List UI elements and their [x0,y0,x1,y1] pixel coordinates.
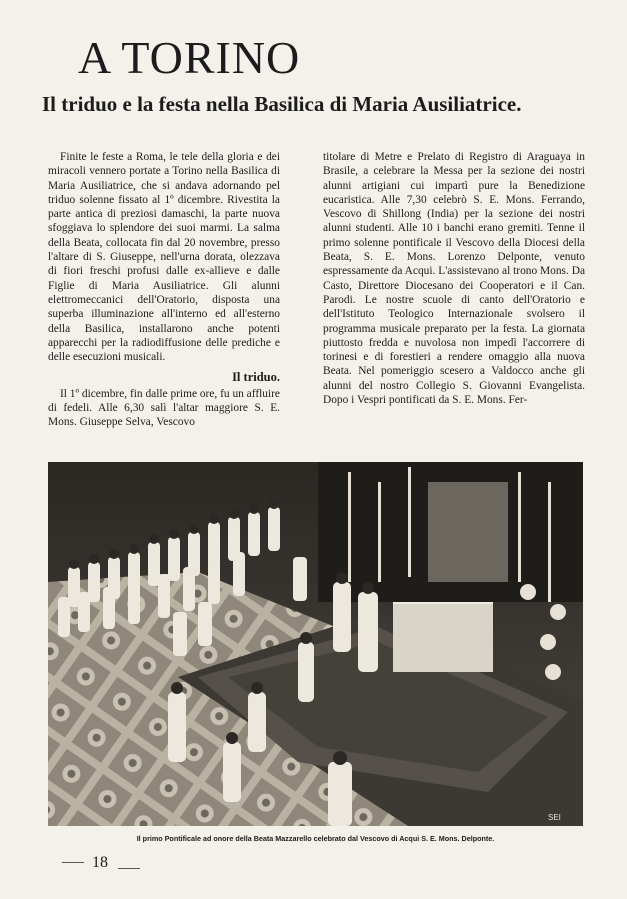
basilica-photo-illustration [48,462,583,826]
photo-watermark: SEI [548,813,561,822]
basilica-photo [48,462,583,826]
footer-dash-left [62,862,84,863]
photo-caption: Il primo Pontificale ad onore della Beata Mazzarello celebrato dal Vescovo di Acqui S. E. Mons. Delponte. [136,834,495,843]
right-column [323,150,585,407]
left-column [48,150,280,430]
paragraph-continued: titolare di Metre e Prelato di Registro di Araguaya in Brasile, a celebrare la Messa per la sezione dei nostri alunni artigiani cui impartì pure la Benedizione eucaristica. Alle 7,30 celebrò S. E. Mons. Ferrando, Vescovo di Shillong (India) per la sezione dei nostri alunni studenti. Alle 10 i banchi erano gremiti. Tenne il primo solenne pontificale il Vescovo della Diocesi della Beata, S. E. Mons. Lorenzo Delponte, venuto espressamente da Acqui. L'assistevano al trono Mons. Da Casto, Direttore Diocesano dei Cooperatori e il Can. Parodi. Le nostre scuole di canto dell'Oratorio e dell'Istituto Teologico Internazionale svolsero il programma musicale preparato per la festa. La giornata piuttosto fredda e nuvolosa non impedì l'accorrere di torinesi e di forestieri a rendere omaggio alla nuova Beata. Nel pomeriggio scesero a Valdocco anche gli alunni del nostro Collegio S. Giovanni Evangelista. Dopo i Vespri pontificati da S. E. Mons. Fer- [323,151,585,407]
paragraph-triduo: Il 1º dicembre, fin dalle prime ore, fu un affluire di fedeli. Alle 6,30 salì l'altar maggiore S. E. Mons. Giuseppe Selva, Vescovo [48,387,280,429]
page-title: A TORINO [78,32,301,83]
footer-dash-right [118,868,140,869]
section-heading: Il triduo. [232,370,280,385]
paragraph-intro: Finite le feste a Roma, le tele della gloria e dei miracoli vennero portate a Torino nella Basilica di Maria Ausiliatrice, che si andava adornando pel triduo solenne fissato al 1º dicembre. Rivestita la parte antica di preziosi damaschi, la parte nuova sfoggiava lo splendore dei suoi marmi. La salma della Beata, collocata fin dal 20 novembre, presso l'altare di S. Giuseppe, nell'urna dorata, olezzava di fiori freschi profusi dalle ex-allieve e dalle Figlie di Maria Ausiliatrice. Gli alunni elettromeccanici dell'Oratorio, disposta una superba illuminazione all'interno ed all'esterno della Basilica, installarono anche potenti apparecchi per la radiodiffusione delle prediche e delle esecuzioni musicali. [48,151,280,364]
page-subtitle: Il triduo e la festa nella Basilica di Maria Ausiliatrice. [42,92,522,116]
page-number: 18 [92,854,108,871]
